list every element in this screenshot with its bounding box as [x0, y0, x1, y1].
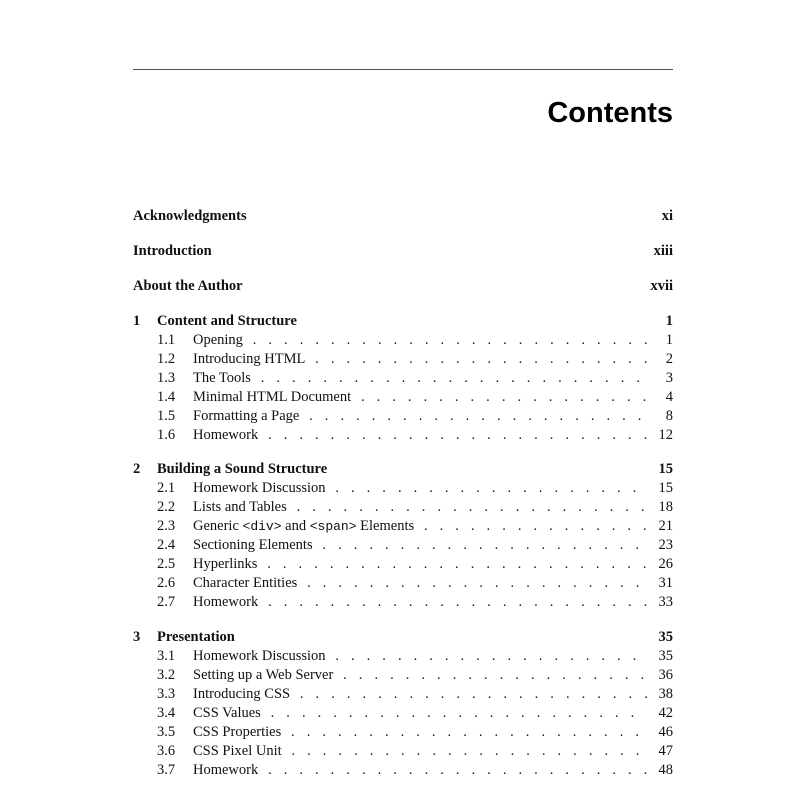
section-number: 1.3 — [157, 370, 176, 386]
section-number: 3.4 — [157, 705, 176, 721]
toc-section-2-1[interactable] — [133, 479, 673, 498]
toc-section-3-4[interactable] — [133, 704, 673, 723]
section-title: Homework Discussion — [193, 648, 326, 664]
section-page: 47 — [658, 743, 673, 759]
section-leader — [193, 407, 647, 426]
section-number: 1.2 — [157, 351, 176, 367]
chapter-title: Presentation — [157, 629, 235, 645]
section-page: 18 — [658, 499, 673, 515]
section-page: 4 — [665, 389, 673, 405]
section-number: 3.5 — [157, 724, 176, 740]
section-title: Character Entities — [193, 575, 298, 591]
section-page: 12 — [658, 427, 673, 443]
section-page: 48 — [658, 762, 673, 778]
toc-entry-label: About the Author — [133, 278, 243, 294]
section-title: Setting up a Web Server — [193, 667, 334, 683]
toc-entry-acknowledgments[interactable] — [133, 207, 673, 226]
section-leader — [193, 388, 647, 407]
section-title-text: and — [281, 518, 310, 534]
section-leader — [193, 723, 647, 742]
section-title: Introducing CSS — [193, 686, 291, 702]
section-number: 2.7 — [157, 594, 176, 610]
section-leader — [193, 761, 647, 780]
section-leader — [193, 498, 647, 517]
section-number: 2.3 — [157, 518, 176, 534]
section-title: Homework — [193, 427, 259, 443]
section-page: 2 — [665, 351, 673, 367]
section-page: 35 — [658, 648, 673, 664]
chapter-page: 1 — [665, 313, 673, 329]
section-page: 38 — [658, 686, 673, 702]
toc-entry-page: xvii — [650, 278, 673, 294]
section-title: Hyperlinks — [193, 556, 258, 572]
section-page: 42 — [658, 705, 673, 721]
code-tag-span: <span> — [309, 519, 357, 534]
section-title: Homework — [193, 594, 259, 610]
section-leader — [193, 704, 647, 723]
section-leader — [193, 742, 647, 761]
section-title: Opening — [193, 332, 243, 348]
section-title: The Tools — [193, 370, 251, 386]
chapter-number: 2 — [133, 461, 141, 477]
section-number: 2.2 — [157, 499, 176, 515]
section-title: Homework — [193, 762, 259, 778]
section-title: Homework Discussion — [193, 480, 326, 496]
toc-section-3-6[interactable] — [133, 742, 673, 761]
section-number: 1.4 — [157, 389, 176, 405]
toc-entry-page: xi — [661, 208, 673, 224]
section-number: 1.5 — [157, 408, 176, 424]
header-rule — [133, 69, 673, 70]
section-page: 36 — [658, 667, 673, 683]
toc-entry-label: Introduction — [133, 243, 212, 259]
section-page: 33 — [658, 594, 673, 610]
section-title: CSS Properties — [193, 724, 282, 740]
toc-section-1-4[interactable] — [133, 388, 673, 407]
toc-section-2-2[interactable] — [133, 498, 673, 517]
section-number: 3.3 — [157, 686, 176, 702]
section-leader — [193, 555, 647, 574]
toc-section-3-7[interactable] — [133, 761, 673, 780]
section-title: Sectioning Elements — [193, 537, 313, 553]
section-number: 3.7 — [157, 762, 176, 778]
section-page: 21 — [658, 518, 673, 534]
toc-section-3-1[interactable] — [133, 647, 673, 666]
section-number: 2.6 — [157, 575, 176, 591]
section-number: 1.6 — [157, 427, 176, 443]
section-page: 15 — [658, 480, 673, 496]
section-leader — [193, 574, 647, 593]
section-leader — [193, 536, 647, 555]
section-number: 2.5 — [157, 556, 176, 572]
chapter-number: 1 — [133, 313, 141, 329]
section-leader — [193, 666, 647, 685]
toc-entry-page: xiii — [653, 243, 673, 259]
section-page: 46 — [658, 724, 673, 740]
section-title: Lists and Tables — [193, 499, 287, 515]
section-number: 3.2 — [157, 667, 176, 683]
toc-section-3-5[interactable] — [133, 723, 673, 742]
section-title: CSS Pixel Unit — [193, 743, 282, 759]
toc-section-2-5[interactable] — [133, 555, 673, 574]
toc-section-2-3[interactable] — [133, 517, 673, 536]
toc-entry-label: Acknowledgments — [133, 208, 247, 224]
section-number: 2.4 — [157, 537, 176, 553]
section-title — [193, 518, 416, 534]
section-leader — [193, 350, 647, 369]
section-page: 23 — [658, 537, 673, 553]
toc-section-2-7[interactable] — [133, 593, 673, 612]
section-title-text: Elements — [356, 518, 415, 534]
section-leader — [193, 685, 647, 704]
toc-chapter-2[interactable] — [133, 460, 673, 479]
section-page: 8 — [665, 408, 673, 424]
chapter-number: 3 — [133, 629, 141, 645]
section-title: Introducing HTML — [193, 351, 306, 367]
toc-section-1-5[interactable] — [133, 407, 673, 426]
section-number: 3.1 — [157, 648, 176, 664]
section-title: Minimal HTML Document — [193, 389, 352, 405]
toc-section-1-2[interactable] — [133, 350, 673, 369]
toc-section-1-6[interactable] — [133, 426, 673, 445]
section-number: 1.1 — [157, 332, 176, 348]
section-page: 26 — [658, 556, 673, 572]
section-page: 31 — [658, 575, 673, 591]
section-title: CSS Values — [193, 705, 261, 721]
code-tag-div: <div> — [242, 519, 282, 534]
section-leader — [193, 426, 647, 445]
chapter-title: Building a Sound Structure — [157, 461, 328, 477]
section-page: 3 — [665, 370, 673, 386]
toc-entry-introduction[interactable] — [133, 242, 673, 261]
section-title: Formatting a Page — [193, 408, 300, 424]
toc-chapter-1[interactable] — [133, 312, 673, 331]
section-leader — [193, 369, 647, 388]
section-page: 1 — [665, 332, 673, 348]
toc-chapter-3[interactable] — [133, 628, 673, 647]
section-leader — [193, 593, 647, 612]
chapter-title: Content and Structure — [157, 313, 297, 329]
section-number: 3.6 — [157, 743, 176, 759]
section-leader — [193, 647, 647, 666]
section-leader — [193, 331, 647, 350]
toc-section-1-1[interactable] — [133, 331, 673, 350]
page-title: Contents — [547, 97, 673, 129]
section-number: 2.1 — [157, 480, 176, 496]
toc-section-2-6[interactable] — [133, 574, 673, 593]
toc-entry-about-the-author[interactable] — [133, 277, 673, 296]
chapter-page: 35 — [658, 629, 673, 645]
toc-section-3-3[interactable] — [133, 685, 673, 704]
section-leader — [193, 517, 647, 536]
toc-section-1-3[interactable] — [133, 369, 673, 388]
toc-section-3-2[interactable] — [133, 666, 673, 685]
section-leader — [193, 479, 647, 498]
toc-section-2-4[interactable] — [133, 536, 673, 555]
chapter-page: 15 — [658, 461, 673, 477]
section-title-text: Generic — [193, 518, 243, 534]
